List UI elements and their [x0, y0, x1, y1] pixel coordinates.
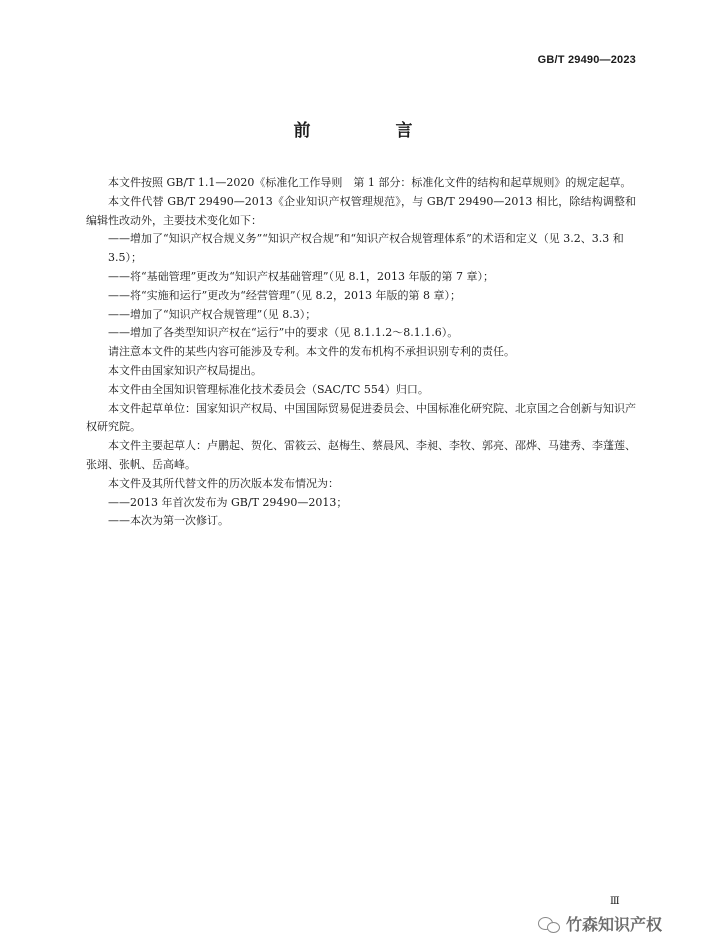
- list-item: ——增加了“知识产权合规义务”“知识产权合规”和“知识产权合规管理体系”的术语和定义（见 3.2、3.3 和 3.5）；: [108, 232, 624, 265]
- paragraph-proposer: 本文件由国家知识产权局提出。: [108, 363, 262, 377]
- paragraph-committee: 本文件由全国知识管理标准化技术委员会（SAC/TC 554）归口。: [108, 382, 429, 396]
- history-item: ——2013 年首次发布为 GB/T 29490—2013；: [108, 495, 348, 509]
- standard-code: GB/T 29490—2023: [537, 54, 636, 66]
- wechat-icon: [538, 915, 560, 933]
- paragraph-drafting-rules: 本文件按照 GB/T 1.1—2020《标准化工作导则 第 1 部分：标准化文件的结构和起草规则》的规定起草。: [108, 176, 632, 189]
- document-body: [86, 174, 636, 531]
- paragraph-drafters: 本文件主要起草人：卢鹏起、贺化、雷筱云、赵梅生、蔡晨风、李昶、李牧、郭亮、邵烨、马建秀、李蓬莲、张翊、张帆、岳高峰。: [86, 439, 636, 471]
- page-number: Ⅲ: [610, 896, 620, 907]
- paragraph-drafting-units: 本文件起草单位：国家知识产权局、中国国际贸易促进委员会、中国标准化研究院、北京国之合创新与知识产权研究院。: [86, 401, 636, 434]
- page-title: 前 言: [293, 121, 447, 141]
- watermark: [538, 912, 662, 935]
- paragraph-history-intro: 本文件及其所代替文件的历次版本发布情况为：: [108, 476, 339, 490]
- paragraph-replacement-notice: 本文件代替 GB/T 29490—2013《企业知识产权管理规范》，与 GB/T 29490—2013 相比，除结构调整和编辑性改动外，主要技术变化如下：: [86, 194, 636, 227]
- list-item: ——将“实施和运行”更改为“经营管理”（见 8.2，2013 年版的第 8 章）；: [108, 288, 461, 302]
- paragraph-patent-notice: 请注意本文件的某些内容可能涉及专利。本文件的发布机构不承担识别专利的责任。: [108, 345, 515, 359]
- list-item: ——增加了“知识产权合规管理”（见 8.3）；: [108, 307, 317, 321]
- list-item: ——增加了各类型知识产权在“运行”中的要求（见 8.1.1.2～8.1.1.6）。: [108, 326, 459, 340]
- history-item: ——本次为第一次修订。: [108, 514, 229, 528]
- list-item: ——将“基础管理”更改为“知识产权基础管理”（见 8.1，2013 年版的第 7 章）；: [108, 269, 494, 283]
- watermark-text: 竹森知识产权: [566, 915, 663, 934]
